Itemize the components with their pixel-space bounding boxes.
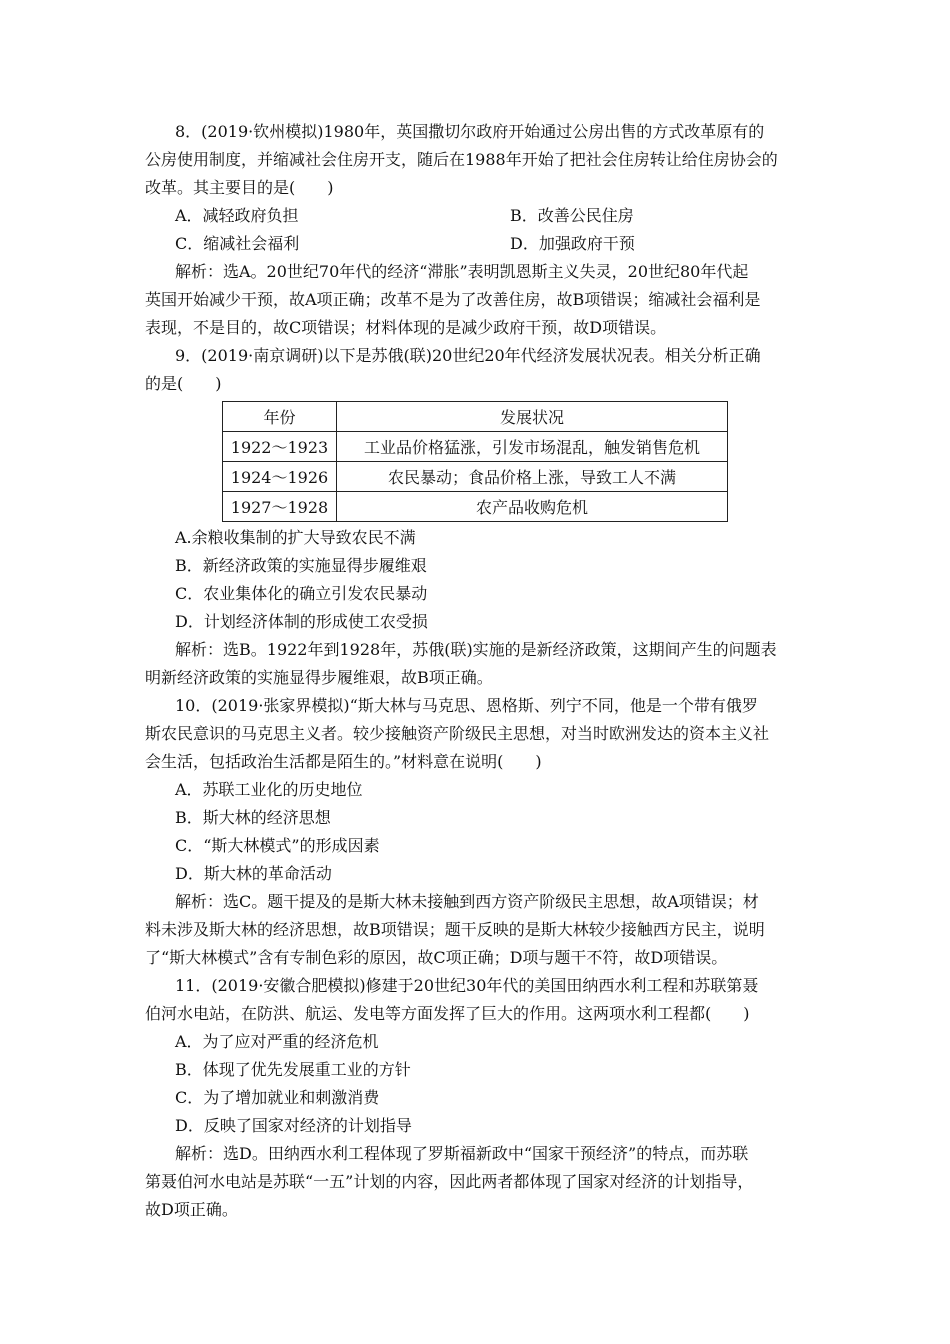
question-stem-line: 8．(2019·钦州模拟)1980年，英国撒切尔政府开始通过公房出售的方式改革原有的: [175, 122, 765, 141]
question-stem-line: 10．(2019·张家界模拟)“斯大林与马克思、恩格斯、列宁不同，他是一个带有俄罗: [175, 696, 758, 715]
analysis-line: 解析：选D。田纳西水利工程体现了罗斯福新政中“国家干预经济”的特点，而苏联: [175, 1144, 749, 1163]
analysis-line: 了“斯大林模式”含有专制色彩的原因，故C项正确；D项与题干不符，故D项错误。: [145, 948, 728, 967]
question-10: [145, 692, 810, 972]
option-d: D．计划经济体制的形成使工农受损: [175, 612, 428, 631]
analysis-line: 解析：选C。题干提及的是斯大林未接触到西方资产阶级民主思想，故A项错误；材: [175, 892, 759, 911]
option-b: B．新经济政策的实施显得步履维艰: [175, 556, 427, 575]
option-c: C．“斯大林模式”的形成因素: [175, 836, 380, 855]
analysis-line: 第聂伯河水电站是苏联“一五”计划的内容，因此两者都体现了国家对经济的计划指导，: [145, 1172, 754, 1191]
option-a: A．减轻政府负担: [175, 206, 299, 225]
table-row: [223, 492, 728, 522]
table-row: [223, 432, 728, 462]
analysis-line: 故D项正确。: [145, 1200, 238, 1219]
option-c: C．缩减社会福利: [175, 234, 300, 253]
option-d: D．反映了国家对经济的计划指导: [175, 1116, 412, 1135]
question-stem-line: 改革。其主要目的是( ): [145, 178, 334, 197]
analysis-line: 英国开始减少干预，故A项正确；改革不是为了改善住房，故B项错误；缩减社会福利是: [145, 290, 761, 309]
option-b: B．体现了优先发展重工业的方针: [175, 1060, 411, 1079]
question-stem-line: 9．(2019·南京调研)以下是苏俄(联)20世纪20年代经济发展状况表。相关分析正确: [175, 346, 761, 365]
table-cell-status: 农产品收购危机: [337, 492, 728, 522]
analysis-line: 解析：选B。1922年到1928年，苏俄(联)实施的是新经济政策，这期间产生的问题表: [175, 640, 777, 659]
table-cell-status: 工业品价格猛涨，引发市场混乱，触发销售危机: [337, 432, 728, 462]
document-body: [145, 118, 810, 1224]
question-stem-line: 的是( ): [145, 374, 222, 393]
economic-status-table: [222, 401, 728, 522]
table-cell-status: 农民暴动；食品价格上涨，导致工人不满: [337, 462, 728, 492]
option-d: D．加强政府干预: [510, 234, 635, 253]
table-header-row: [223, 402, 728, 432]
question-9: [145, 342, 810, 692]
option-row: [145, 230, 810, 258]
question-8: [145, 118, 810, 342]
table-row: [223, 462, 728, 492]
table-header-year: 年份: [223, 402, 337, 432]
option-b: B．改善公民住房: [510, 206, 634, 225]
option-a: A.余粮收集制的扩大导致农民不满: [175, 528, 416, 547]
table-cell-year: 1922～1923: [223, 432, 337, 462]
table-header-status: 发展状况: [337, 402, 728, 432]
analysis-line: 解析：选A。20世纪70年代的经济“滞胀”表明凯恩斯主义失灵，20世纪80年代起: [175, 262, 749, 281]
option-row: [145, 202, 810, 230]
analysis-line: 料未涉及斯大林的经济思想，故B项错误；题干反映的是斯大林较少接触西方民主，说明: [145, 920, 765, 939]
analysis-line: 表现，不是目的，故C项错误；材料体现的是减少政府干预，故D项错误。: [145, 318, 667, 337]
question-11: [145, 972, 810, 1224]
option-a: A．苏联工业化的历史地位: [175, 780, 363, 799]
question-stem-line: 11．(2019·安徽合肥模拟)修建于20世纪30年代的美国田纳西水利工程和苏联第聂: [175, 976, 759, 995]
question-stem-line: 会生活，包括政治生活都是陌生的。”材料意在说明( ): [145, 752, 542, 771]
question-stem-line: 伯河水电站，在防洪、航运、发电等方面发挥了巨大的作用。这两项水利工程都( ): [145, 1004, 750, 1023]
table-cell-year: 1924～1926: [223, 462, 337, 492]
option-b: B．斯大林的经济思想: [175, 808, 331, 827]
option-c: C．农业集体化的确立引发农民暴动: [175, 584, 428, 603]
question-stem-line: 斯农民意识的马克思主义者。较少接触资产阶级民主思想，对当时欧洲发达的资本主义社: [145, 724, 770, 743]
analysis-line: 明新经济政策的实施显得步履维艰，故B项正确。: [145, 668, 493, 687]
question-stem-line: 公房使用制度，并缩减社会住房开支，随后在1988年开始了把社会住房转让给住房协会的: [145, 150, 778, 169]
option-d: D．斯大林的革命活动: [175, 864, 332, 883]
table-cell-year: 1927～1928: [223, 492, 337, 522]
option-c: C．为了增加就业和刺激消费: [175, 1088, 380, 1107]
option-a: A．为了应对严重的经济危机: [175, 1032, 379, 1051]
